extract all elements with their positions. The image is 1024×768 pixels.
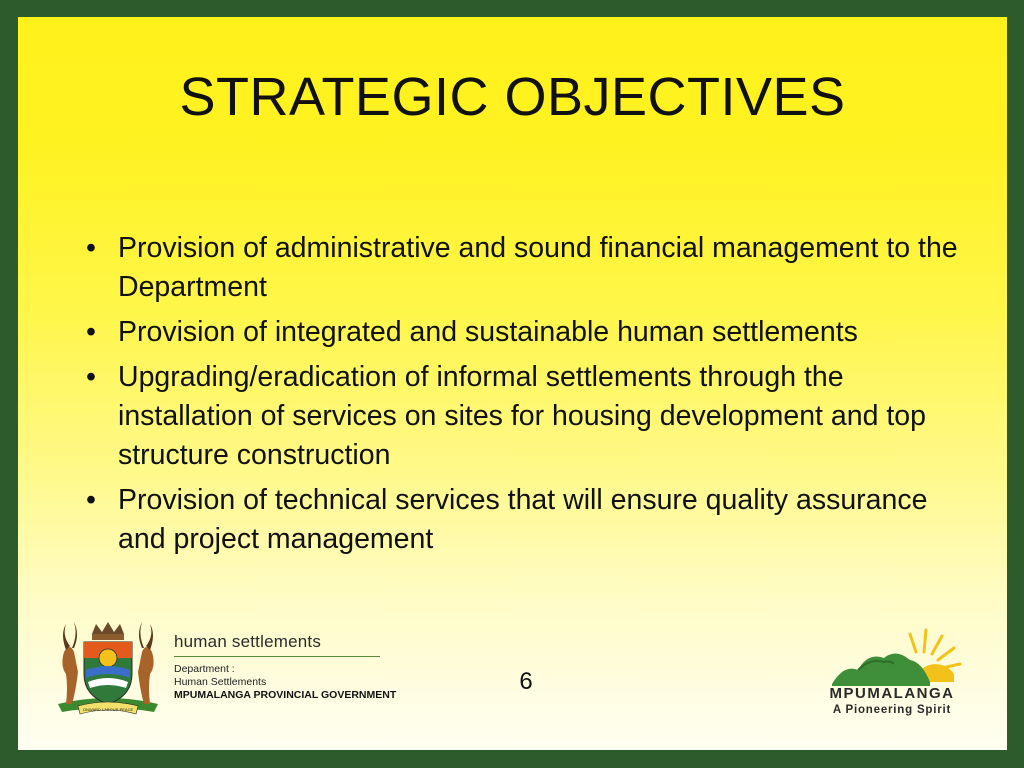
coat-of-arms-icon (44, 612, 172, 724)
department-name: human settlements (174, 632, 322, 651)
slide-title: STRATEGIC OBJECTIVES (179, 67, 846, 127)
bullet-list (80, 229, 980, 565)
bullet-icon: • (86, 484, 96, 516)
department-line-3: MPUMALANGA PROVINCIAL GOVERNMENT (174, 689, 397, 701)
svg-text:ONWARD LABOUR PEACE: ONWARD LABOUR PEACE (82, 707, 134, 712)
bullet-item (80, 481, 980, 559)
mpumalanga-tagline: A Pioneering Spirit (832, 704, 952, 716)
page-number: 6 (519, 668, 533, 695)
bullet-item (80, 358, 980, 475)
bullet-text: Provision of administrative and sound financial management to the Department (118, 232, 958, 303)
department-logo-text (174, 632, 404, 702)
department-line-1: Department : (174, 663, 235, 675)
department-divider (174, 656, 380, 657)
bullet-text: Provision of integrated and sustainable human settlements (118, 316, 858, 348)
bullet-icon: • (86, 361, 96, 393)
bullet-text: Upgrading/eradication of informal settlements through the installation of services on sites for housing development and top structure construction (118, 361, 926, 471)
bullet-text: Provision of technical services that will ensure quality assurance and project management (118, 484, 928, 555)
bullet-item (80, 313, 980, 352)
mpumalanga-name: MPUMALANGA (829, 685, 955, 702)
bullet-icon: • (86, 316, 96, 348)
department-line-2: Human Settlements (174, 676, 267, 688)
bullet-item (80, 229, 980, 307)
bullet-icon: • (86, 232, 96, 264)
